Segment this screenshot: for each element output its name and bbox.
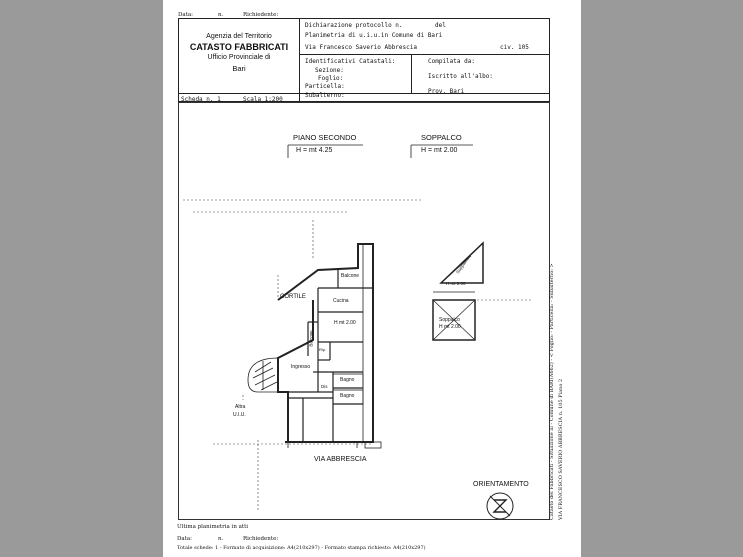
office-label: Ufficio Provinciale di [207,54,271,61]
cadastral-sheet [163,0,581,557]
top-n-label: n. [218,12,224,18]
street-label: VIA ABBRESCIA [314,456,367,463]
catasto-title: CATASTO FABBRICATI [189,42,289,52]
room-cortile: CORTILE [280,294,306,300]
protocol-address: Via Francesco Saverio Abbrescia [305,44,417,51]
mezz-height-lower: H mt 2.00 [439,324,461,330]
protocol-del: del [435,22,446,29]
identifier-particella: Particella: [305,83,345,90]
room-bagno-1: Bagno [340,377,355,383]
agency-name: Agenzia del Territorio [206,33,272,40]
floor-second-title: PIANO SECONDO [293,133,357,142]
label-uiu: U.I.U. [233,412,246,418]
room-balcone-top: Balcone [341,273,360,279]
iscritto-albo: Iscritto all'albo: [428,73,494,80]
mezz-height-small: H mt 2.00 [446,281,466,286]
scheda-number: Scheda n. 1 [181,96,221,103]
room-ingresso: Ingresso [291,364,311,370]
footer-formats: Totale schede: 1 - Formato di acquisizione: A4(210x297) - Formato stampa richiesto: A4(210x297) [177,545,426,551]
mezz-label-small: Soppalco [454,256,470,275]
room-height-note: H mt 2.00 [334,320,356,326]
footer-n-label: n. [218,536,224,542]
office-city: Bari [232,64,246,73]
identifiers-title: Identificativi Catastali: [305,58,396,65]
protocol-civ: civ. 105 [500,44,529,51]
province: Prov. Bari [428,88,465,95]
identifier-sezione: Sezione: [315,67,344,74]
footer-data-label: Data: [177,536,193,542]
identifier-foglio: Foglio: [318,75,344,82]
room-dis: Dis [321,384,328,389]
identifier-subalterno: Subalterno: [305,92,345,99]
scale-label: Scala 1:200 [243,96,283,103]
protocol-declaration: Dichiarazione protocollo n. [305,22,403,29]
floor-plan-drawing [163,0,581,557]
floor-second-height: H = mt 4.25 [296,147,333,154]
top-requester-label: Richiedente: [243,12,279,18]
room-rip: Rip. [319,347,327,352]
footer-requester-label: Richiedente: [243,536,279,542]
top-data-label: Data: [178,12,194,18]
room-balcone-side: Balcone [308,330,314,347]
floor-mezzanine-height: H = mt 2.00 [421,147,458,154]
room-bagno-2: Bagno [340,393,355,399]
label-altra: Altra [235,404,246,410]
mezz-label-lower: Soppalco [439,317,460,323]
footer-last-planimetry: Ultima planimetria in atti [177,524,249,530]
compiled-by: Compilata da: [428,58,475,65]
floor-mezzanine-title: SOPPALCO [421,133,462,142]
side-text-situazione: Catasto dei Fabbricati - Situazione al - Comune di BARI(A662) - < Foglio: - Particella: - Subalterno: > [549,263,555,520]
orientation-label: ORIENTAMENTO [473,481,529,488]
protocol-planimetry: Planimetria di u.i.u.in Comune di Bari [305,32,443,39]
side-text-address: VIA FRANCESCO SAVERIO ABBRESCIA n. 105 Piano 2 [558,378,564,520]
room-cucina: Cucina [333,298,349,304]
